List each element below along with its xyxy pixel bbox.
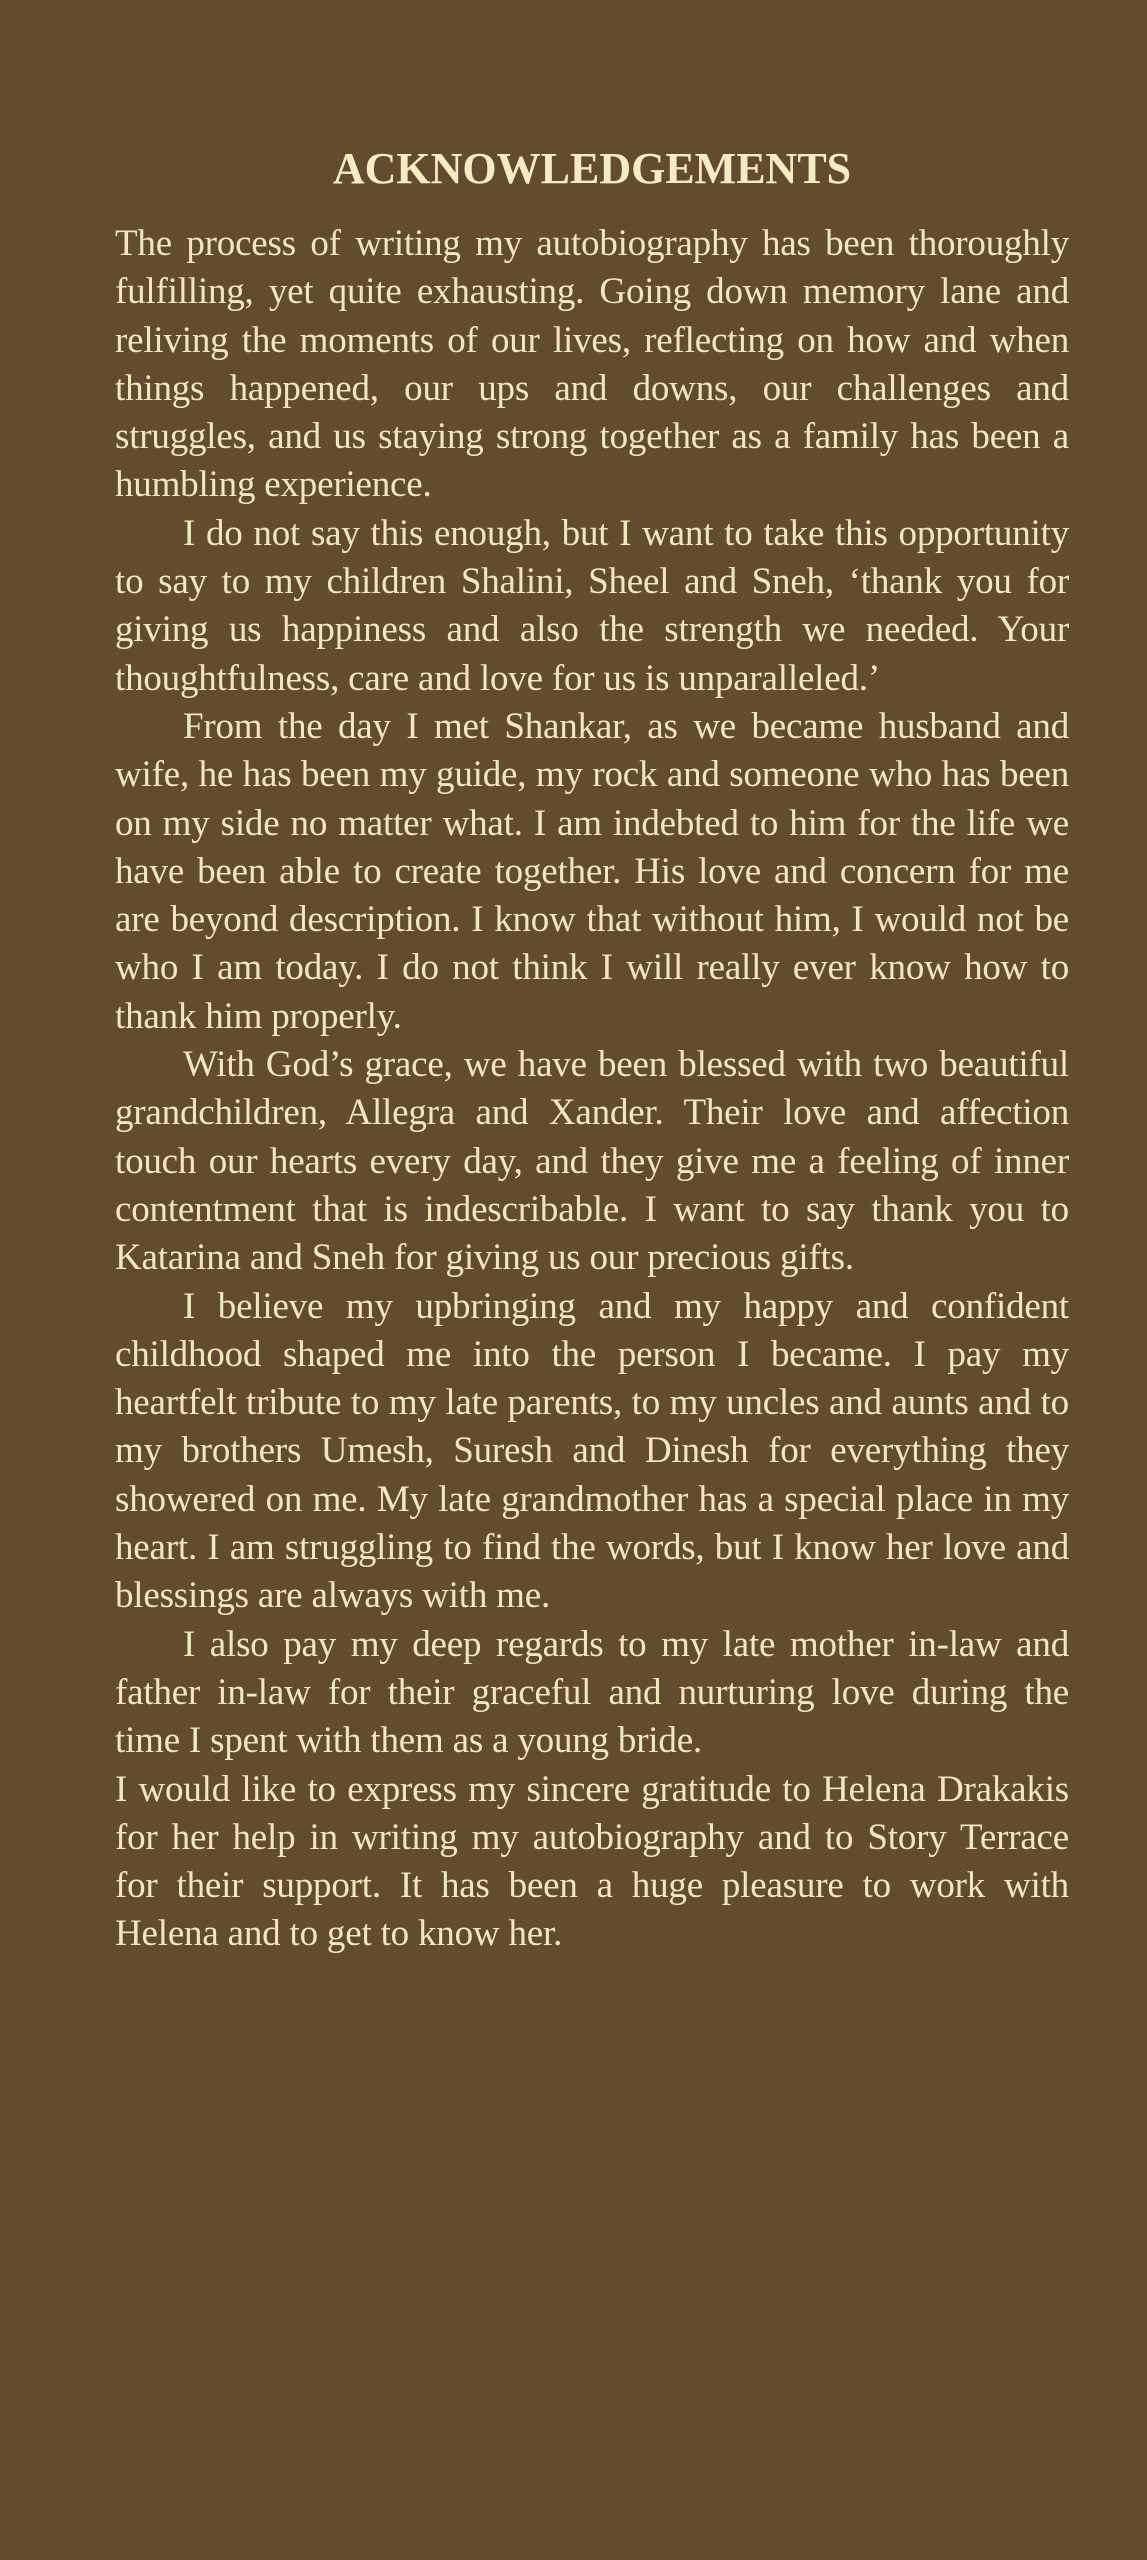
paragraph-gratitude: I would like to express my sincere gratitude to Helena Drakakis for her help in writing my autobiography and to Story Terrace for their support. It has been a huge pleasure to work with Helena and to get to know her. [115, 1768, 1069, 1955]
paragraph-grandchildren: With God’s grace, we have been blessed with two beautiful grandchildren, Allegra and Xander. Their love and affection touch our hearts every day, and they give me a feeling of inner contentment that is indescribable. I want to say thank you to Katarina and Sneh for giving us our precious gifts. [115, 1044, 1069, 1279]
paragraph-husband: From the day I met Shankar, as we became husband and wife, he has been my guide, my rock and someone who has been on my side no matter what. I am indebted to him for the life we have been able to create together. His love and concern for me are beyond description. I know that without him, I would not be who I am today. I do not think I will really ever know how to thank him properly. [115, 705, 1069, 1037]
paragraph-children: I do not say this enough, but I want to take this opportunity to say to my children Shalini, Sheel and Sneh, ‘thank you for giving us happiness and also the strength we needed. Your thoughtfulness, care and love for us is unparalleled.’ [115, 512, 1069, 699]
paragraph-in-laws: I also pay my deep regards to my late mother in-law and father in-law for their graceful and nurturing love during the time I spent with them as a young bride. [115, 1623, 1069, 1762]
page-title: ACKNOWLEDGEMENTS [332, 144, 852, 193]
paragraph-upbringing: I believe my upbringing and my happy and confident childhood shaped me into the person I became. I pay my heartfelt tribute to my late parents, to my uncles and aunts and to my brothers Umesh, Suresh and Dinesh for everything they showered on me. My late grandmother has a special place in my heart. I am struggling to find the words, but I know her love and blessings are always with me. [115, 1285, 1069, 1617]
paragraph-process: The process of writing my autobiography has been thoroughly fulfilling, yet quite exhausting. Going down memory lane and reliving the moments of our lives, reflecting on how and when things happened, our ups and downs, our challenges and struggles, and us staying strong together as a family has been a humbling experience. [115, 223, 1069, 506]
